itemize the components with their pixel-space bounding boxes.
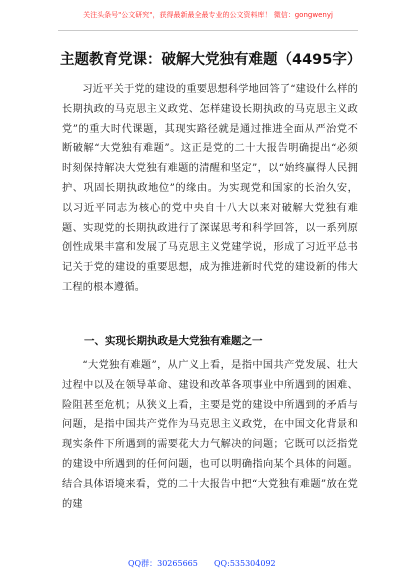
body-paragraph: “大党独有难题”，从广义上看，是指中国共产党发展、壮大过程中以及在领导革命、建设和改革各项事业中所遇到的困难、险阻甚至危机；从狭义上看，主要是党的建设中所遇到的矛盾与问题，是指中国共产党作为马克思主义政党，在中国文化背景和现实条件下所遇到的需要花大力气解决的问题；它既可以泛指党的建设中所遇到的任何问题，也可以明确指向某个具体的问题。结合具体语境来看，党的二十大报告中把“大党独有难题”放在党的建 (62, 360, 358, 510)
header-banner (58, 8, 358, 31)
document-title: 主题教育党课：破解大党独有难题（4495字） (60, 52, 362, 68)
header-notice: 关注头条号"公文研究"，获得最新最全最专业的公文资料库！ 微信：gongwenyj (83, 11, 333, 19)
footer-qq: QQ:535304092 (214, 559, 276, 568)
section-heading: 一、实现长期执政是大党独有难题之一 (84, 335, 263, 347)
body-paragraph: 习近平关于党的建设的重要思想科学地回答了“建设什么样的长期执政的马克思主义政党、怎样建设长期执政的马克思主义政党”的重大时代课题，其现实路径就是通过推进全面从严治党不断破解“大党独有难题”。这正是党的二十大报告明确提出“必须时刻保持解决大党独有难题的清醒和坚定”，以“始终赢得人民拥护、巩固长期执政地位”的缘由。为实现党和国家的长治久安，以习近平同志为核心的党中央自十八大以来对破解大党独有难题、实现党的长期执政进行了深谋思考和科学回答，以一系列原创性成果丰富和发展了马克思主义党建学说，形成了习近平总书记关于党的建设的重要思想，成为推进新时代党的建设新的伟大工程的根本遵循。 (62, 84, 358, 293)
footer (0, 556, 408, 572)
footer-qq-group: QQ群：30265665 (128, 559, 198, 568)
